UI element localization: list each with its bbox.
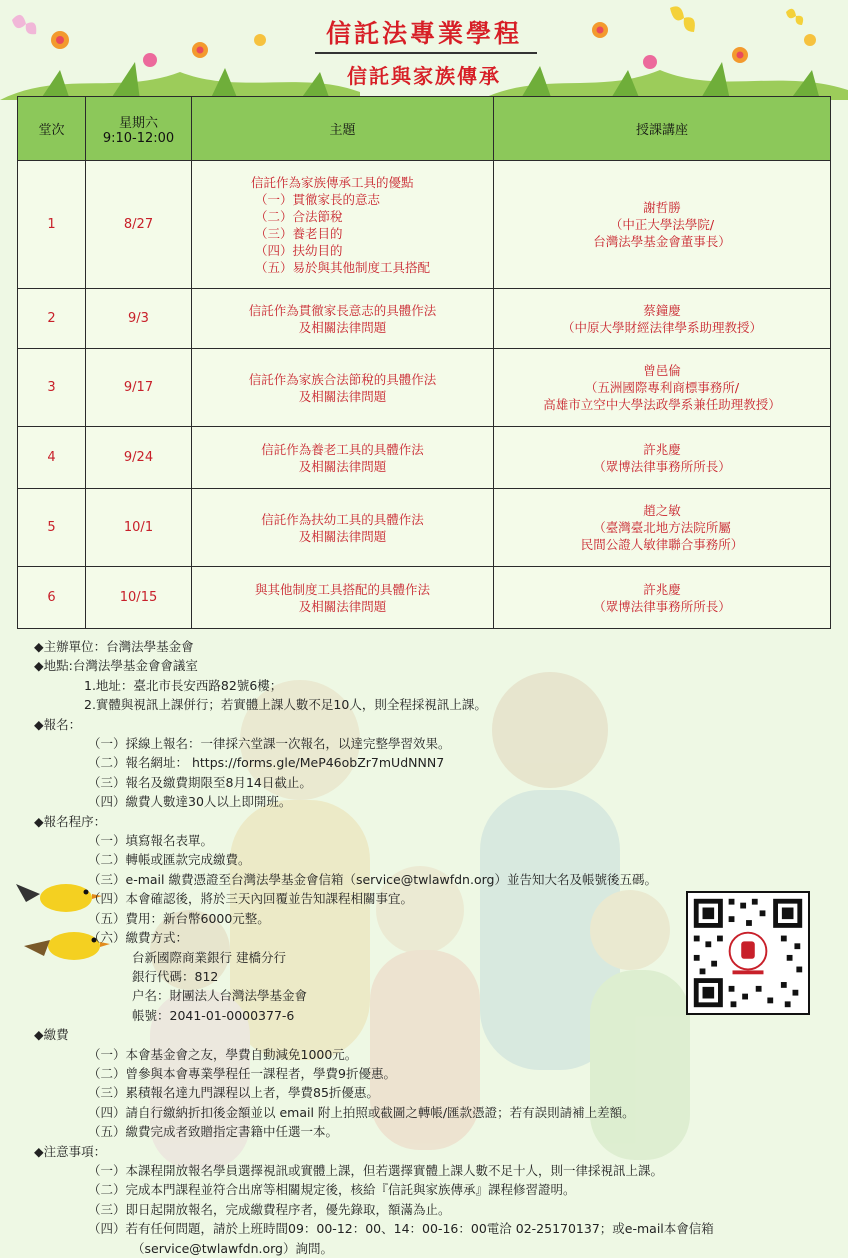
topic-lines — [250, 174, 430, 276]
lecturer-name: 謝哲勝 — [643, 200, 681, 215]
session-topic — [192, 567, 494, 629]
header-weekday: 星期六 — [118, 115, 158, 131]
fee-heading: ◆繳費 — [34, 1027, 69, 1043]
schedule-row — [18, 349, 831, 427]
topic-line: 信託作為養老工具的具體作法 — [261, 441, 424, 457]
topic-lines — [192, 302, 493, 336]
schedule-row — [18, 161, 831, 289]
lecturer-name: 曾邑倫 — [643, 363, 681, 378]
title-divider — [315, 52, 537, 54]
bank-code: 銀行代碼：812 — [132, 968, 219, 984]
venue-address: 1.地址：臺北市長安西路82號6樓； — [84, 677, 283, 693]
registration-info — [34, 637, 820, 1258]
session-topic — [192, 489, 494, 567]
notes-item: （一）本課程開放報名學員選擇視訊或實體上課，但若選擇實體上課人數不足十人，則一律採視訊上課。 — [88, 1162, 664, 1178]
session-date: 9/17 — [86, 349, 192, 427]
header-lecturer: 授課講座 — [494, 97, 831, 161]
lecturer-affiliation: 高雄市立空中大學法政學系兼任助理教授） — [543, 397, 781, 412]
session-lecturer — [494, 289, 831, 349]
procedure-fee: （五）費用：新台幣6000元整。 — [88, 910, 270, 926]
lecturer-affiliation: （臺灣臺北地方法院所屬 — [593, 520, 731, 535]
topic-line: （五）易於與其他制度工具搭配 — [254, 259, 430, 275]
lecturer-affiliation: （眾博法律事務所所長） — [593, 458, 731, 474]
topic-line: 信託作為貫徹家長意志的具體作法 — [248, 302, 437, 318]
session-lecturer — [494, 161, 831, 289]
topic-lines — [192, 581, 493, 615]
procedure-item: （四）本會確認後，將於三天內回覆並告知課程相關事宜。 — [88, 891, 414, 907]
account-number: 帳號：2041-01-0000377-6 — [132, 1007, 295, 1023]
session-number: 5 — [18, 489, 86, 567]
venue-heading: ◆地點:台灣法學基金會會議室 — [34, 658, 198, 674]
session-date: 9/3 — [86, 289, 192, 349]
topic-line: （四）扶幼目的 — [254, 242, 343, 258]
fee-item: （三）累積報名達九門課程以上者，學費85折優惠。 — [88, 1085, 379, 1101]
fee-item: （二）曾參與本會專業學程任一課程者，學費9折優惠。 — [88, 1065, 396, 1081]
lecturer-name: 趙之敏 — [643, 503, 681, 518]
procedure-payment-method: （六）繳費方式： — [88, 930, 189, 946]
notes-item: （四）若有任何問題，請於上班時間09：00-12：00、14：00-16：00電洽 02-25170137；或e-mail本會信箱 — [88, 1221, 714, 1237]
session-number: 6 — [18, 567, 86, 629]
session-number: 3 — [18, 349, 86, 427]
lecturer-affiliation: （中正大學法學院/ — [609, 217, 715, 232]
bank-name: 台新國際商業銀行 建橋分行 — [132, 949, 286, 965]
header-topic: 主題 — [192, 97, 494, 161]
lecturer-affiliation: 民間公證人敏律聯合事務所） — [580, 537, 744, 552]
session-date: 9/24 — [86, 427, 192, 489]
program-title: 信託法專業學程 — [325, 19, 522, 48]
topic-line: 及相關法律問題 — [298, 388, 387, 404]
topic-line: 與其他制度工具搭配的具體作法 — [254, 581, 430, 597]
session-number: 4 — [18, 427, 86, 489]
lecturer-affiliation: （眾博法律事務所所長） — [593, 598, 731, 614]
session-topic — [192, 161, 494, 289]
account-name: 户名：財團法人台灣法學基金會 — [132, 988, 308, 1004]
registration-item: （三）報名及繳費期限至8月14日截止。 — [88, 774, 312, 790]
schedule-row — [18, 567, 831, 629]
schedule-row — [18, 489, 831, 567]
session-lecturer — [494, 349, 831, 427]
topic-line: 信託作為家族合法節稅的具體作法 — [248, 371, 437, 387]
registration-item: （一）採線上報名：一律採六堂課一次報名，以達完整學習效果。 — [88, 736, 451, 752]
procedure-heading: ◆報名程序： — [34, 813, 107, 829]
topic-lines — [192, 371, 493, 405]
registration-heading: ◆報名： — [34, 716, 82, 732]
lecturer-affiliation: （五洲國際專利商標事務所/ — [584, 380, 740, 395]
lecturer-name: 許兆慶 — [643, 581, 681, 597]
session-topic — [192, 289, 494, 349]
fee-item: （四）請自行繳納折扣後金額並以 email 附上拍照或截圖之轉帳/匯款憑證；若有誤則請補上差額。 — [88, 1104, 635, 1120]
procedure-item: （二）轉帳或匯款完成繳費。 — [88, 852, 251, 868]
venue-mode: 2.實體與視訊上課併行；若實體上課人數不足10人，則全程採視訊上課。 — [84, 697, 487, 713]
notes-item: （二）完成本門課程並符合出席等相關規定後，核給『信託與家族傳承』課程修習證明。 — [88, 1182, 576, 1198]
topic-line: （三）養老目的 — [254, 225, 343, 241]
session-lecturer — [494, 489, 831, 567]
topic-line: 及相關法律問題 — [298, 458, 387, 474]
topic-line: （一）貫徹家長的意志 — [254, 191, 380, 207]
schedule-body — [18, 161, 831, 629]
session-lecturer — [494, 567, 831, 629]
session-number: 1 — [18, 161, 86, 289]
topic-line: 信託作為扶幼工具的具體作法 — [261, 511, 424, 527]
header-date — [86, 97, 192, 161]
notes-item: （三）即日起開放報名，完成繳費程序者，優先錄取，額滿為止。 — [88, 1201, 451, 1217]
course-schedule-table — [17, 96, 831, 629]
lecturer-name: 許兆慶 — [643, 441, 681, 457]
fee-item: （一）本會基金會之友，學費自動減免1000元。 — [88, 1046, 358, 1062]
procedure-email-item: （三）e-mail 繳費憑證至台灣法學基金會信箱（service@twlawfdn.org）並告知大名及帳號後五碼。 — [88, 871, 657, 887]
registration-item: （四）繳費人數達30人以上即開班。 — [88, 794, 292, 810]
header-session: 堂次 — [18, 97, 86, 161]
schedule-row — [18, 427, 831, 489]
program-subtitle: 信託與家族傳承 — [347, 64, 501, 88]
procedure-item: （一）填寫報名表單。 — [88, 833, 214, 849]
session-topic — [192, 427, 494, 489]
table-header-row — [18, 97, 831, 161]
topic-line: 及相關法律問題 — [298, 598, 387, 614]
organizer-line: ◆主辦單位：台灣法學基金會 — [34, 639, 194, 654]
topic-lines — [192, 511, 493, 545]
lecturer-affiliation: （中原大學財經法律學系助理教授） — [561, 319, 762, 335]
lecturer-name: 蔡鐘慶 — [643, 302, 681, 318]
notes-email: （service@twlawfdn.org）詢問。 — [132, 1240, 333, 1256]
session-lecturer — [494, 427, 831, 489]
topic-line: 及相關法律問題 — [298, 319, 387, 335]
notes-heading: ◆注意事項： — [34, 1143, 107, 1159]
topic-line: 及相關法律問題 — [298, 528, 387, 544]
schedule-row — [18, 289, 831, 349]
header-time: 9:10-12:00 — [102, 130, 175, 146]
session-number: 2 — [18, 289, 86, 349]
session-date: 8/27 — [86, 161, 192, 289]
lecturer-affiliation: 台灣法學基金會董事長） — [593, 234, 731, 249]
topic-lines — [192, 441, 493, 475]
fee-item: （五）繳費完成者致贈指定書籍中任選一本。 — [88, 1124, 339, 1140]
session-date: 10/1 — [86, 489, 192, 567]
registration-url[interactable]: （二）報名網址： https://forms.gle/MeP46obZr7mUdNNN7 — [88, 755, 445, 771]
session-topic — [192, 349, 494, 427]
topic-line: （二）合法節稅 — [254, 208, 343, 224]
session-date: 10/15 — [86, 567, 192, 629]
topic-line: 信託作為家族傳承工具的優點 — [250, 174, 414, 190]
